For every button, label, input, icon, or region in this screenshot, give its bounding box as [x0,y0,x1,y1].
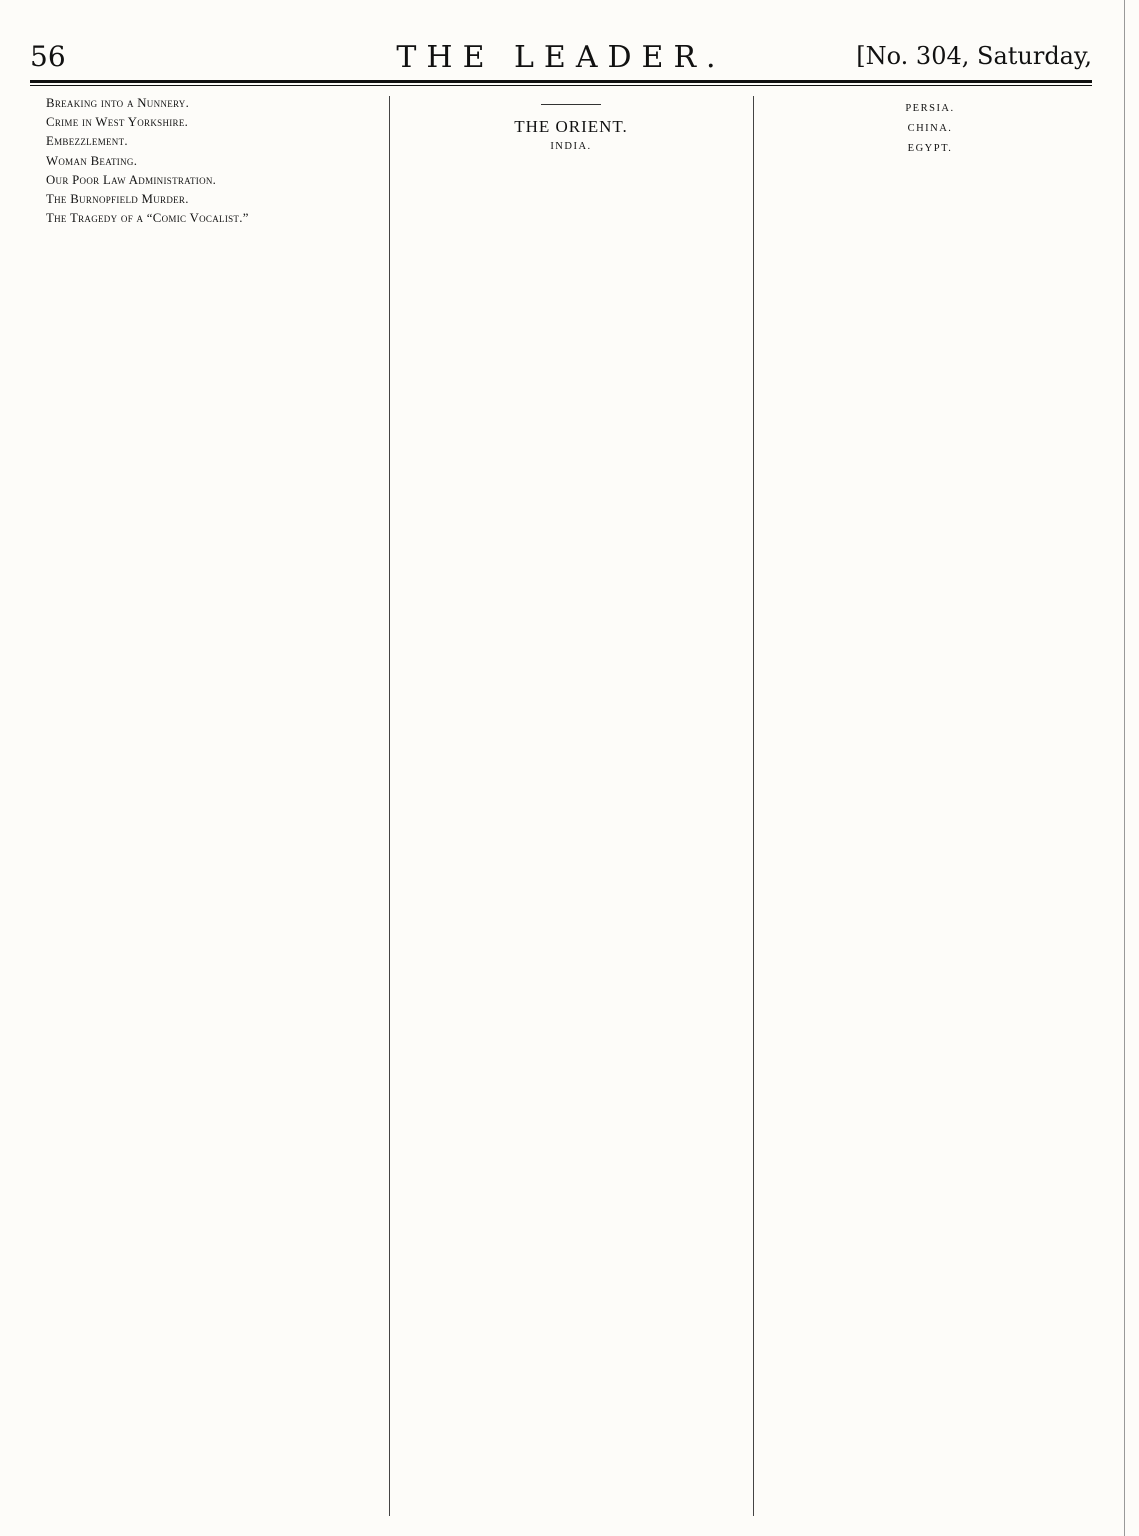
article-paragraph [32,192,382,207]
article-heading: The Tragedy of a “Comic Vocalist.” [46,211,249,226]
article-paragraph [32,96,382,111]
header-rule-thin [30,85,1092,86]
article-paragraph [32,173,382,188]
subsection-heading-china: CHINA. [907,123,953,135]
page-title: THE LEADER. [396,40,726,75]
article-heading: Woman Beating. [46,153,138,168]
section-title: THE ORIENT. [514,117,628,136]
masthead [30,40,1092,80]
article-paragraph [32,115,382,130]
column-1 [32,96,382,1526]
article-heading: Crime in West Yorkshire. [46,115,189,130]
column-divider [753,96,754,1516]
article-heading: The Burnopfield Murder. [46,192,189,207]
subsection-heading-india: INDIA. [550,141,592,153]
header-rule [30,80,1092,83]
article-paragraph [32,211,382,226]
article-heading: Our Poor Law Administration. [46,172,217,187]
subsection-heading-egypt: EGYPT. [907,143,953,155]
article-paragraph [32,134,382,149]
section-rule [541,104,601,105]
margin-line [1124,0,1125,1536]
article-paragraph [32,154,382,169]
article-heading: Breaking into a Nunnery. [46,96,190,110]
column-3 [760,96,1100,1526]
column-2 [396,96,746,1526]
subsection-heading-persia: PERSIA. [905,103,955,114]
article-heading: Embezzlement. [46,134,128,149]
page-number: 56 [30,40,66,73]
issue-label: [No. 304, Saturday, [856,42,1092,70]
column-divider [389,96,390,1516]
